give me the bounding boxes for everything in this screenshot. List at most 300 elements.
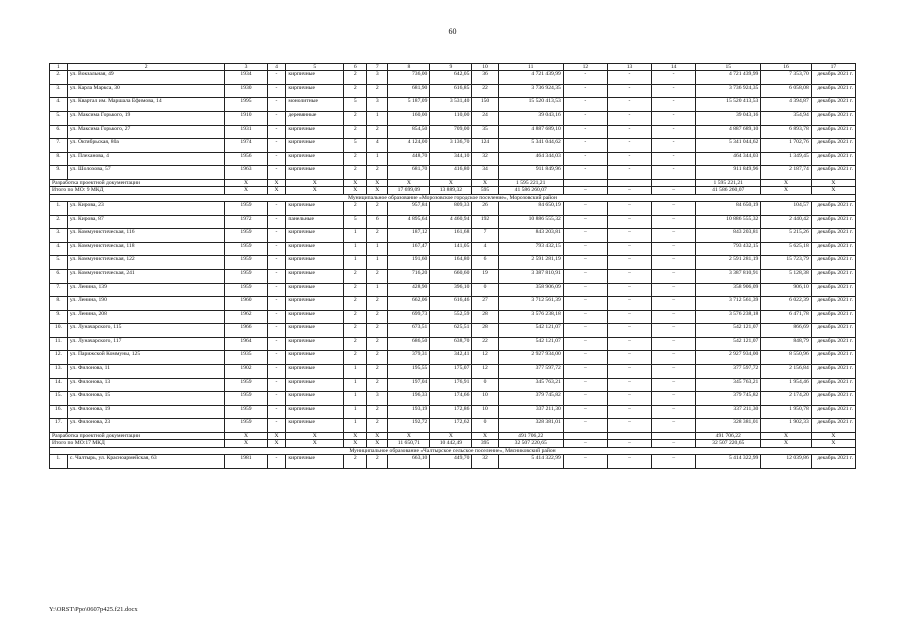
table-cell: 1959 bbox=[225, 405, 267, 419]
address-cell: ул. Кирова, 87 bbox=[67, 215, 225, 229]
table-cell: 1956 bbox=[225, 152, 267, 166]
table-cell: декабрь 2021 г. bbox=[811, 112, 855, 126]
table-cell: – bbox=[652, 337, 696, 351]
summary-cell: X bbox=[811, 440, 855, 447]
table-cell: 164,80 bbox=[430, 256, 472, 270]
table-row bbox=[50, 256, 856, 270]
table-cell: – bbox=[563, 419, 607, 433]
table-cell: - bbox=[267, 71, 286, 85]
summary-cell: X bbox=[388, 180, 430, 187]
column-number: 10 bbox=[472, 64, 498, 71]
summary-cell: X bbox=[761, 433, 811, 440]
table-cell: 5 bbox=[344, 98, 367, 112]
table-cell: 1931 bbox=[225, 125, 267, 139]
table-cell: 84 650,19 bbox=[498, 201, 563, 215]
summary-cell: 13 889,32 bbox=[430, 187, 472, 194]
table-cell: 161,68 bbox=[430, 229, 472, 243]
address-cell: ул. Ленина, 208 bbox=[67, 310, 225, 324]
table-cell: 1902 bbox=[225, 365, 267, 379]
table-cell: 150 bbox=[472, 98, 498, 112]
table-cell: 344,10 bbox=[430, 152, 472, 166]
table-cell: кирпичные bbox=[286, 324, 344, 338]
table-cell: 2 174,20 bbox=[761, 392, 811, 406]
table-cell: - bbox=[607, 84, 651, 98]
table-cell: 5 187,09 bbox=[388, 98, 430, 112]
table-cell: - bbox=[607, 98, 651, 112]
table-cell: 7 353,70 bbox=[761, 71, 811, 85]
table-cell: 10. bbox=[50, 324, 68, 338]
table-cell: 2 591 281,19 bbox=[498, 256, 563, 270]
table-cell: деревянные bbox=[286, 112, 344, 126]
summary-cell bbox=[652, 180, 696, 187]
file-path-footer: Y:\ORST\Ppo\0607p425.f21.docx bbox=[49, 606, 138, 613]
table-cell: 662,06 bbox=[388, 297, 430, 311]
table-cell: 5 414 322,99 bbox=[498, 454, 563, 468]
table-cell: 1 bbox=[344, 419, 367, 433]
column-number: 11 bbox=[498, 64, 563, 71]
table-cell: – bbox=[607, 324, 651, 338]
summary-cell: – bbox=[607, 440, 651, 447]
table-cell: - bbox=[267, 297, 286, 311]
table-cell: 12. bbox=[50, 351, 68, 365]
table-cell: - bbox=[652, 152, 696, 166]
table-cell: – bbox=[652, 283, 696, 297]
table-cell: 1 349,45 bbox=[761, 152, 811, 166]
table-cell: 175,07 bbox=[430, 365, 472, 379]
table-cell: 36 bbox=[472, 71, 498, 85]
address-cell: ул. Коммунистическая, 122 bbox=[67, 256, 225, 270]
table-cell: 32 bbox=[472, 152, 498, 166]
table-cell: 28 bbox=[472, 310, 498, 324]
table-cell: 1 bbox=[344, 256, 367, 270]
table-cell: кирпичные bbox=[286, 351, 344, 365]
table-cell: 174,66 bbox=[430, 392, 472, 406]
table-cell: – bbox=[563, 365, 607, 379]
table-cell: 2 bbox=[344, 84, 367, 98]
summary-cell: 11 650,71 bbox=[388, 440, 430, 447]
table-cell: 16. bbox=[50, 405, 68, 419]
table-cell: 9. bbox=[50, 166, 68, 180]
table-cell: 843 203,81 bbox=[498, 229, 563, 243]
address-cell: ул. Ленина, 139 bbox=[67, 283, 225, 297]
table-cell: 2 bbox=[367, 269, 388, 283]
table-cell: 4. bbox=[50, 242, 68, 256]
table-cell: - bbox=[267, 229, 286, 243]
table-row bbox=[50, 229, 856, 243]
table-row bbox=[50, 84, 856, 98]
table-cell: 10 886 555,32 bbox=[696, 215, 761, 229]
table-cell: 2 bbox=[367, 166, 388, 180]
table-cell: 4 887 689,10 bbox=[498, 125, 563, 139]
table-cell: 1995 bbox=[225, 98, 267, 112]
table-cell: 345 763,21 bbox=[498, 378, 563, 392]
table-cell: 396,10 bbox=[430, 283, 472, 297]
table-cell: 854,50 bbox=[388, 125, 430, 139]
table-cell: 28 bbox=[472, 324, 498, 338]
table-cell: декабрь 2021 г. bbox=[811, 256, 855, 270]
table-cell: 172,86 bbox=[430, 405, 472, 419]
column-number: 14 bbox=[652, 64, 696, 71]
table-cell: 2 bbox=[344, 310, 367, 324]
table-cell: 4 460,94 bbox=[430, 215, 472, 229]
table-cell: декабрь 2021 г. bbox=[811, 297, 855, 311]
summary-cell: 32 507 220,65 bbox=[498, 440, 563, 447]
table-cell: - bbox=[652, 84, 696, 98]
table-cell: - bbox=[267, 405, 286, 419]
table-cell: - bbox=[267, 454, 286, 468]
table-cell: - bbox=[267, 84, 286, 98]
summary-cell: – bbox=[607, 187, 651, 194]
table-cell: кирпичные bbox=[286, 454, 344, 468]
table-cell: 2 bbox=[344, 297, 367, 311]
table-cell: 1981 bbox=[225, 454, 267, 468]
table-cell: 379 745,82 bbox=[498, 392, 563, 406]
table-cell: 8. bbox=[50, 297, 68, 311]
table-cell: 5 414 322,99 bbox=[696, 454, 761, 468]
summary-cell: X bbox=[267, 187, 286, 194]
address-cell: ул. Плеханова, 4 bbox=[67, 152, 225, 166]
summary-cell: X bbox=[430, 180, 472, 187]
table-cell: 2 187,74 bbox=[761, 166, 811, 180]
summary-cell: X bbox=[344, 440, 367, 447]
table-cell: 848,79 bbox=[761, 337, 811, 351]
summary-cell: X bbox=[761, 180, 811, 187]
table-cell: декабрь 2021 г. bbox=[811, 242, 855, 256]
table-row bbox=[50, 378, 856, 392]
table-cell: 5 bbox=[344, 139, 367, 153]
table-cell: 2 bbox=[344, 112, 367, 126]
table-cell: - bbox=[267, 283, 286, 297]
summary-cell: X bbox=[344, 433, 367, 440]
summary-cell: X bbox=[472, 433, 498, 440]
municipality-heading: Муниципальное образование «Чалтырское сельское поселение», Мясниковский район bbox=[50, 447, 856, 454]
table-cell: – bbox=[563, 392, 607, 406]
table-cell: – bbox=[563, 297, 607, 311]
table-cell: 10 886 555,32 bbox=[498, 215, 563, 229]
table-cell: 15 723,79 bbox=[761, 256, 811, 270]
table-cell: 26 bbox=[472, 201, 498, 215]
table-cell: 15 520 413,53 bbox=[498, 98, 563, 112]
table-cell: 160,00 bbox=[388, 112, 430, 126]
design-documentation-row bbox=[50, 433, 856, 440]
table-cell: 906,10 bbox=[761, 283, 811, 297]
table-cell: 12 bbox=[472, 351, 498, 365]
table-cell: – bbox=[607, 337, 651, 351]
table-cell: 6 bbox=[367, 215, 388, 229]
table-cell: декабрь 2021 г. bbox=[811, 98, 855, 112]
table-cell: - bbox=[563, 71, 607, 85]
table-cell: 428,90 bbox=[388, 283, 430, 297]
table-cell: 195,55 bbox=[388, 365, 430, 379]
table-cell: - bbox=[607, 152, 651, 166]
summary-cell: X bbox=[344, 180, 367, 187]
table-cell: монолитные bbox=[286, 98, 344, 112]
table-row bbox=[50, 351, 856, 365]
table-row bbox=[50, 297, 856, 311]
table-cell: 5. bbox=[50, 256, 68, 270]
table-cell: 124 bbox=[472, 139, 498, 153]
table-cell: - bbox=[267, 269, 286, 283]
table-cell: – bbox=[652, 256, 696, 270]
table-cell: 34 bbox=[472, 166, 498, 180]
table-cell: 843 203,81 bbox=[696, 229, 761, 243]
table-cell: - bbox=[652, 166, 696, 180]
table-cell: 3 bbox=[367, 71, 388, 85]
table-cell: - bbox=[652, 71, 696, 85]
table-cell: 542 121,07 bbox=[498, 337, 563, 351]
table-cell: кирпичные bbox=[286, 229, 344, 243]
table-cell: 1962 bbox=[225, 310, 267, 324]
table-cell: – bbox=[607, 454, 651, 468]
table-cell: 5 341 044,62 bbox=[498, 139, 563, 153]
table-cell: - bbox=[267, 152, 286, 166]
table-cell: 84 650,19 bbox=[696, 201, 761, 215]
table-cell: декабрь 2021 г. bbox=[811, 139, 855, 153]
summary-label: Итого по МО:17 МКД bbox=[50, 440, 225, 447]
table-row bbox=[50, 324, 856, 338]
table-cell: 337 211,30 bbox=[696, 405, 761, 419]
table-cell: кирпичные bbox=[286, 283, 344, 297]
table-cell: - bbox=[267, 201, 286, 215]
table-cell: - bbox=[563, 112, 607, 126]
table-row bbox=[50, 71, 856, 85]
table-cell: 167,47 bbox=[388, 242, 430, 256]
summary-cell: X bbox=[472, 180, 498, 187]
table-cell: 2 bbox=[367, 201, 388, 215]
summary-cell: X bbox=[367, 433, 388, 440]
table-cell: 187,12 bbox=[388, 229, 430, 243]
summary-label: Разработка проектной документации bbox=[50, 180, 225, 187]
table-row bbox=[50, 152, 856, 166]
table-row bbox=[50, 215, 856, 229]
table-cell: 1 bbox=[367, 112, 388, 126]
address-cell: ул. Максима Горького, 19 bbox=[67, 112, 225, 126]
address-cell: ул. Филонова, 15 bbox=[67, 392, 225, 406]
table-cell: – bbox=[652, 269, 696, 283]
table-cell: – bbox=[652, 454, 696, 468]
table-cell: - bbox=[267, 419, 286, 433]
municipality-heading: Муниципальное образование «Морозовское городское поселение», Морозовский район bbox=[50, 194, 856, 201]
table-cell: 1959 bbox=[225, 256, 267, 270]
table-row bbox=[50, 139, 856, 153]
table-cell: - bbox=[267, 310, 286, 324]
table-cell: 6 058,08 bbox=[761, 84, 811, 98]
table-cell: - bbox=[652, 125, 696, 139]
table-cell: 3 bbox=[367, 392, 388, 406]
table-cell: 4. bbox=[50, 98, 68, 112]
summary-cell: X bbox=[225, 433, 267, 440]
table-cell: 176,91 bbox=[430, 378, 472, 392]
table-cell: – bbox=[652, 242, 696, 256]
address-cell: ул. Шолохова, 57 bbox=[67, 166, 225, 180]
table-cell: 345 763,21 bbox=[696, 378, 761, 392]
table-cell: 1959 bbox=[225, 242, 267, 256]
address-cell: ул. Парижской Коммуны, 125 bbox=[67, 351, 225, 365]
table-cell: кирпичные bbox=[286, 365, 344, 379]
table-cell: 24 bbox=[472, 112, 498, 126]
table-cell: 4 bbox=[367, 139, 388, 153]
table-cell: 9. bbox=[50, 310, 68, 324]
table-cell: 793 432,15 bbox=[498, 242, 563, 256]
table-cell: 448,70 bbox=[388, 152, 430, 166]
address-cell: ул. Филонова, 13 bbox=[67, 378, 225, 392]
table-cell: - bbox=[563, 139, 607, 153]
summary-cell: X bbox=[267, 433, 286, 440]
table-cell: 2 bbox=[344, 166, 367, 180]
summary-cell: X bbox=[367, 440, 388, 447]
address-cell: ул. Вокзальная, 49 bbox=[67, 71, 225, 85]
table-cell: кирпичные bbox=[286, 297, 344, 311]
table-cell: – bbox=[607, 242, 651, 256]
table-cell: 7. bbox=[50, 283, 68, 297]
table-cell: 1 902,33 bbox=[761, 419, 811, 433]
table-cell: 2 bbox=[367, 419, 388, 433]
table-cell: 3 531,40 bbox=[430, 98, 472, 112]
table-cell: декабрь 2021 г. bbox=[811, 84, 855, 98]
table-cell: 1 bbox=[344, 392, 367, 406]
summary-cell bbox=[652, 433, 696, 440]
table-row bbox=[50, 112, 856, 126]
table-cell: – bbox=[607, 365, 651, 379]
table-cell: кирпичные bbox=[286, 310, 344, 324]
municipality-total-row bbox=[50, 187, 856, 194]
address-cell: ул. Квартал им. Маршала Ефимова, 14 bbox=[67, 98, 225, 112]
address-cell: с. Чалтырь, ул. Красноармейская, 63 bbox=[67, 454, 225, 468]
table-cell: 716,20 bbox=[388, 269, 430, 283]
table-row bbox=[50, 125, 856, 139]
table-cell: - bbox=[267, 215, 286, 229]
summary-cell: – bbox=[652, 440, 696, 447]
table-cell: 2 bbox=[367, 297, 388, 311]
table-cell: 0 bbox=[472, 283, 498, 297]
table-cell: кирпичные bbox=[286, 337, 344, 351]
address-cell: ул. Ленина, 190 bbox=[67, 297, 225, 311]
table-cell: 3 387 810,91 bbox=[498, 269, 563, 283]
table-cell: 6. bbox=[50, 269, 68, 283]
table-cell: – bbox=[563, 310, 607, 324]
table-cell: 2 bbox=[367, 310, 388, 324]
table-cell: 1959 bbox=[225, 283, 267, 297]
table-cell: 14. bbox=[50, 378, 68, 392]
table-cell: 2 591 281,19 bbox=[696, 256, 761, 270]
table-cell: 172,62 bbox=[430, 419, 472, 433]
summary-cell: 17 699,09 bbox=[388, 187, 430, 194]
table-cell: – bbox=[563, 256, 607, 270]
table-cell: 1966 bbox=[225, 324, 267, 338]
table-cell: 3 712 561,39 bbox=[696, 297, 761, 311]
table-cell: - bbox=[607, 166, 651, 180]
table-cell: 1959 bbox=[225, 392, 267, 406]
table-cell: 328 381,01 bbox=[498, 419, 563, 433]
summary-cell: X bbox=[761, 440, 811, 447]
table-row bbox=[50, 269, 856, 283]
table-cell: – bbox=[652, 229, 696, 243]
table-cell: декабрь 2021 г. bbox=[811, 310, 855, 324]
table-cell: кирпичные bbox=[286, 166, 344, 180]
table-row bbox=[50, 419, 856, 433]
table-cell: 6 022,39 bbox=[761, 297, 811, 311]
column-number: 4 bbox=[267, 64, 286, 71]
table-cell: 7. bbox=[50, 139, 68, 153]
table-cell: - bbox=[607, 139, 651, 153]
table-cell: – bbox=[607, 297, 651, 311]
table-cell: - bbox=[563, 152, 607, 166]
summary-cell: X bbox=[286, 433, 344, 440]
table-cell: – bbox=[563, 405, 607, 419]
table-cell: 19 bbox=[472, 269, 498, 283]
table-cell: 642,05 bbox=[430, 71, 472, 85]
table-cell: 673,51 bbox=[388, 324, 430, 338]
table-cell: – bbox=[652, 365, 696, 379]
table-cell: 3 136,70 bbox=[430, 139, 472, 153]
table-cell: кирпичные bbox=[286, 152, 344, 166]
table-cell: – bbox=[652, 324, 696, 338]
summary-cell: X bbox=[367, 187, 388, 194]
table-cell: – bbox=[607, 378, 651, 392]
table-cell: кирпичные bbox=[286, 256, 344, 270]
table-cell: 2. bbox=[50, 215, 68, 229]
table-cell: 464 344,03 bbox=[498, 152, 563, 166]
table-cell: 2 bbox=[344, 324, 367, 338]
summary-cell: X bbox=[811, 187, 855, 194]
table-cell: 1. bbox=[50, 201, 68, 215]
table-cell: 2 bbox=[367, 351, 388, 365]
table-cell: кирпичные bbox=[286, 125, 344, 139]
table-cell: 39 043,16 bbox=[498, 112, 563, 126]
table-cell: 3 712 561,39 bbox=[498, 297, 563, 311]
table-cell: - bbox=[267, 139, 286, 153]
table-cell: - bbox=[607, 71, 651, 85]
table-cell: 354,94 bbox=[761, 112, 811, 126]
summary-cell: X bbox=[267, 180, 286, 187]
table-cell: 141,05 bbox=[430, 242, 472, 256]
table-cell: 0 bbox=[472, 378, 498, 392]
table-cell: 793 432,15 bbox=[696, 242, 761, 256]
table-cell: 10 bbox=[472, 392, 498, 406]
table-cell: 1959 bbox=[225, 419, 267, 433]
table-cell: 110,00 bbox=[430, 112, 472, 126]
table-cell: 8 550,96 bbox=[761, 351, 811, 365]
table-cell: – bbox=[607, 256, 651, 270]
table-cell: 3. bbox=[50, 84, 68, 98]
summary-cell: X bbox=[367, 180, 388, 187]
table-cell: 2 bbox=[367, 337, 388, 351]
table-cell: 1 bbox=[367, 256, 388, 270]
table-cell: 1 bbox=[344, 405, 367, 419]
address-cell: ул. Луначарского, 115 bbox=[67, 324, 225, 338]
table-cell: 1 bbox=[344, 229, 367, 243]
table-cell: 681,70 bbox=[388, 166, 430, 180]
table-cell: 866,69 bbox=[761, 324, 811, 338]
summary-cell bbox=[563, 180, 607, 187]
table-cell: кирпичные bbox=[286, 201, 344, 215]
table-row bbox=[50, 365, 856, 379]
summary-cell: X bbox=[388, 433, 430, 440]
table-cell: декабрь 2021 г. bbox=[811, 125, 855, 139]
table-cell: 358 906,09 bbox=[498, 283, 563, 297]
summary-cell: 10 442,49 bbox=[430, 440, 472, 447]
table-row bbox=[50, 283, 856, 297]
table-row bbox=[50, 310, 856, 324]
table-cell: 2 bbox=[344, 337, 367, 351]
table-cell: – bbox=[607, 392, 651, 406]
summary-cell bbox=[563, 433, 607, 440]
table-cell: декабрь 2021 г. bbox=[811, 405, 855, 419]
table-cell: 736,00 bbox=[388, 71, 430, 85]
table-cell: декабрь 2021 г. bbox=[811, 454, 855, 468]
table-cell: 681,90 bbox=[388, 84, 430, 98]
table-cell: – bbox=[607, 419, 651, 433]
